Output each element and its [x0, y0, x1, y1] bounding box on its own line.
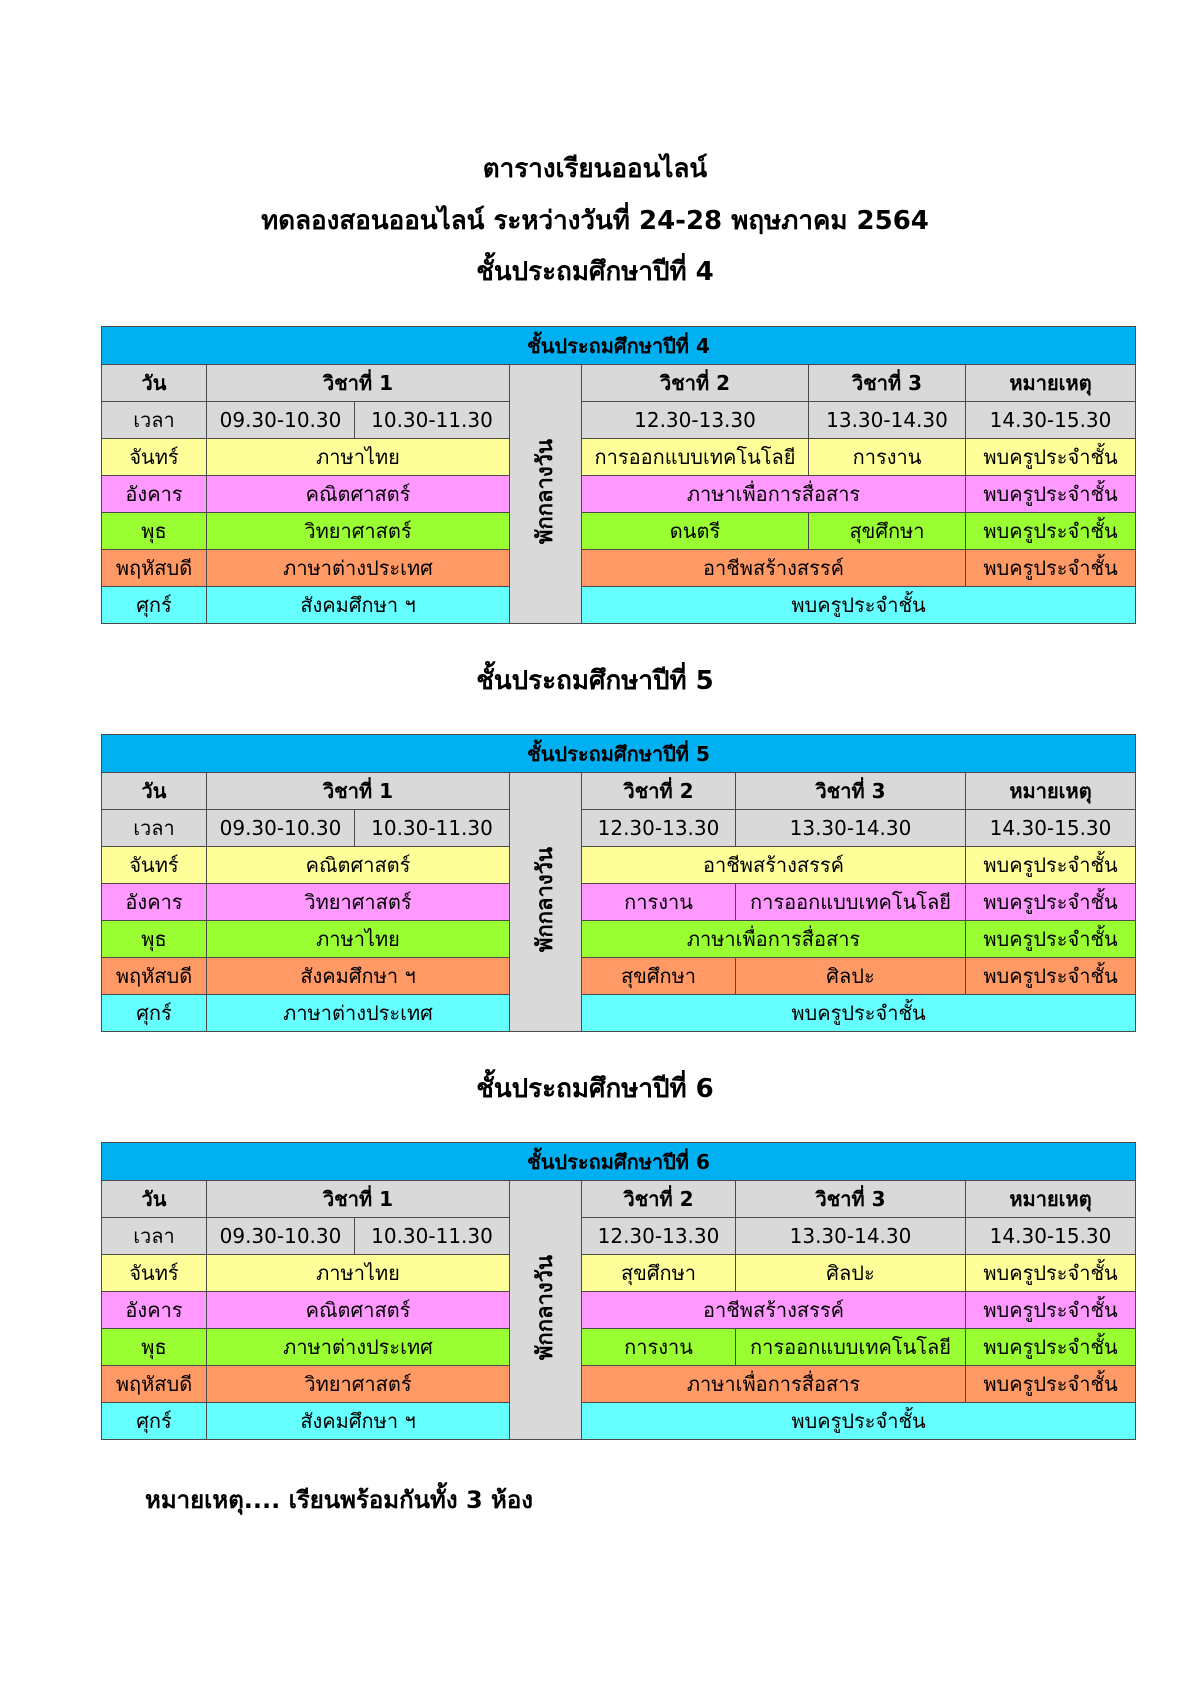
table-row	[102, 995, 1136, 1032]
remark-cell: พบครูประจำชั้น	[966, 958, 1136, 995]
subject-cell: ภาษาเพื่อการสื่อสาร	[582, 476, 966, 513]
header-time: เวลา	[102, 402, 207, 439]
subject-cell: อาชีพสร้างสรรค์	[582, 847, 966, 884]
subject-cell: ดนตรี	[582, 513, 809, 550]
subject-cell: ศิลปะ	[736, 1255, 966, 1292]
day-label: จันทร์	[102, 439, 207, 476]
timetable-grade-5	[101, 734, 1136, 1032]
table-row	[102, 1329, 1136, 1366]
subject-cell: การออกแบบเทคโนโลยี	[736, 884, 966, 921]
subject-cell: คณิตศาสตร์	[207, 476, 510, 513]
time-slot-2: 10.30-11.30	[355, 402, 510, 439]
time-slot-3: 12.30-13.30	[582, 1218, 736, 1255]
lunch-break-label: พักกลางวัน	[533, 1254, 558, 1361]
subject-cell: อาชีพสร้างสรรค์	[582, 1292, 966, 1329]
subject-cell: การออกแบบเทคโนโลยี	[736, 1329, 966, 1366]
table-row	[102, 1292, 1136, 1329]
header-remark: หมายเหตุ	[966, 773, 1136, 810]
subject-cell: ภาษาไทย	[207, 439, 510, 476]
time-slot-4: 13.30-14.30	[736, 1218, 966, 1255]
header-subject-2: วิชาที่ 2	[582, 773, 736, 810]
subject-cell: คณิตศาสตร์	[207, 847, 510, 884]
subject-cell: การงาน	[582, 1329, 736, 1366]
lunch-break-cell	[510, 773, 582, 1032]
table-caption: ชั้นประถมศึกษาปีที่ 6	[102, 1143, 1136, 1181]
remark-cell: พบครูประจำชั้น	[966, 1329, 1136, 1366]
header-day: วัน	[102, 365, 207, 402]
subject-cell: สังคมศึกษา ฯ	[207, 958, 510, 995]
header-subject-1: วิชาที่ 1	[207, 1181, 510, 1218]
table-row	[102, 1255, 1136, 1292]
time-slot-5: 14.30-15.30	[966, 810, 1136, 847]
table-row	[102, 1366, 1136, 1403]
header-remark: หมายเหตุ	[966, 1181, 1136, 1218]
day-label: ศุกร์	[102, 995, 207, 1032]
table-row	[102, 1403, 1136, 1440]
subject-cell: ภาษาต่างประเทศ	[207, 995, 510, 1032]
subject-cell: การออกแบบเทคโนโลยี	[582, 439, 809, 476]
remark-cell: พบครูประจำชั้น	[966, 550, 1136, 587]
time-slot-3: 12.30-13.30	[582, 402, 809, 439]
table-row	[102, 550, 1136, 587]
subject-cell: พบครูประจำชั้น	[582, 1403, 1136, 1440]
page-title: ตารางเรียนออนไลน์	[482, 154, 708, 184]
subject-cell: วิทยาศาสตร์	[207, 1366, 510, 1403]
table-row	[102, 476, 1136, 513]
subject-cell: คณิตศาสตร์	[207, 1292, 510, 1329]
day-label: พฤหัสบดี	[102, 958, 207, 995]
header-subject-2: วิชาที่ 2	[582, 1181, 736, 1218]
lunch-break-cell	[510, 365, 582, 624]
day-label: อังคาร	[102, 476, 207, 513]
header-day: วัน	[102, 1181, 207, 1218]
day-label: ศุกร์	[102, 1403, 207, 1440]
remark-cell: พบครูประจำชั้น	[966, 847, 1136, 884]
header-subject-3: วิชาที่ 3	[736, 773, 966, 810]
table-row	[102, 439, 1136, 476]
subject-cell: พบครูประจำชั้น	[582, 587, 1136, 624]
table-row	[102, 884, 1136, 921]
header-remark: หมายเหตุ	[966, 365, 1136, 402]
timetable-grade-4	[101, 326, 1136, 624]
day-label: อังคาร	[102, 884, 207, 921]
subject-cell: สังคมศึกษา ฯ	[207, 587, 510, 624]
remark-cell: พบครูประจำชั้น	[966, 439, 1136, 476]
remark-cell: พบครูประจำชั้น	[966, 921, 1136, 958]
time-slot-5: 14.30-15.30	[966, 1218, 1136, 1255]
subject-cell: ศิลปะ	[736, 958, 966, 995]
day-label: พุธ	[102, 921, 207, 958]
lunch-break-label: พักกลางวัน	[533, 846, 558, 953]
header-subject-2: วิชาที่ 2	[582, 365, 809, 402]
day-label: อังคาร	[102, 1292, 207, 1329]
subject-cell: การงาน	[809, 439, 966, 476]
time-slot-5: 14.30-15.30	[966, 402, 1136, 439]
header-time: เวลา	[102, 1218, 207, 1255]
remark-cell: พบครูประจำชั้น	[966, 476, 1136, 513]
header-subject-3: วิชาที่ 3	[736, 1181, 966, 1218]
subject-cell: วิทยาศาสตร์	[207, 884, 510, 921]
time-slot-1: 09.30-10.30	[207, 1218, 355, 1255]
remark-cell: พบครูประจำชั้น	[966, 513, 1136, 550]
lunch-break-label: พักกลางวัน	[533, 438, 558, 545]
table-row	[102, 587, 1136, 624]
subject-cell: สังคมศึกษา ฯ	[207, 1403, 510, 1440]
header-subject-1: วิชาที่ 1	[207, 773, 510, 810]
remark-cell: พบครูประจำชั้น	[966, 884, 1136, 921]
section-title-grade-5: ชั้นประถมศึกษาปีที่ 5	[476, 666, 714, 696]
table-caption: ชั้นประถมศึกษาปีที่ 5	[102, 735, 1136, 773]
table-row	[102, 847, 1136, 884]
day-label: พฤหัสบดี	[102, 1366, 207, 1403]
subject-cell: สุขศึกษา	[582, 1255, 736, 1292]
table-row	[102, 513, 1136, 550]
timetable-grade-6	[101, 1142, 1136, 1440]
day-label: พุธ	[102, 1329, 207, 1366]
subject-cell: การงาน	[582, 884, 736, 921]
time-slot-4: 13.30-14.30	[809, 402, 966, 439]
day-label: พุธ	[102, 513, 207, 550]
page-subtitle: ทดลองสอนออนไลน์ ระหว่างวันที่ 24-28 พฤษภาคม 2564	[261, 206, 929, 236]
subject-cell: ภาษาไทย	[207, 1255, 510, 1292]
section-title-grade-6: ชั้นประถมศึกษาปีที่ 6	[476, 1074, 714, 1104]
day-label: จันทร์	[102, 1255, 207, 1292]
table-caption: ชั้นประถมศึกษาปีที่ 4	[102, 327, 1136, 365]
remark-cell: พบครูประจำชั้น	[966, 1366, 1136, 1403]
subject-cell: ภาษาต่างประเทศ	[207, 550, 510, 587]
subject-cell: ภาษาเพื่อการสื่อสาร	[582, 1366, 966, 1403]
remark-cell: พบครูประจำชั้น	[966, 1255, 1136, 1292]
day-label: จันทร์	[102, 847, 207, 884]
subject-cell: วิทยาศาสตร์	[207, 513, 510, 550]
grade-heading: ชั้นประถมศึกษาปีที่ 4	[476, 257, 714, 287]
table-row	[102, 958, 1136, 995]
time-slot-2: 10.30-11.30	[355, 810, 510, 847]
header-day: วัน	[102, 773, 207, 810]
subject-cell: ภาษาเพื่อการสื่อสาร	[582, 921, 966, 958]
time-slot-1: 09.30-10.30	[207, 810, 355, 847]
footer-note: หมายเหตุ.... เรียนพร้อมกันทั้ง 3 ห้อง	[145, 1486, 533, 1514]
table-row	[102, 921, 1136, 958]
time-slot-4: 13.30-14.30	[736, 810, 966, 847]
subject-cell: ภาษาไทย	[207, 921, 510, 958]
time-slot-1: 09.30-10.30	[207, 402, 355, 439]
subject-cell: ภาษาต่างประเทศ	[207, 1329, 510, 1366]
day-label: พฤหัสบดี	[102, 550, 207, 587]
day-label: ศุกร์	[102, 587, 207, 624]
lunch-break-cell	[510, 1181, 582, 1440]
remark-cell: พบครูประจำชั้น	[966, 1292, 1136, 1329]
subject-cell: สุขศึกษา	[809, 513, 966, 550]
subject-cell: อาชีพสร้างสรรค์	[582, 550, 966, 587]
time-slot-2: 10.30-11.30	[355, 1218, 510, 1255]
header-subject-3: วิชาที่ 3	[809, 365, 966, 402]
subject-cell: พบครูประจำชั้น	[582, 995, 1136, 1032]
header-subject-1: วิชาที่ 1	[207, 365, 510, 402]
time-slot-3: 12.30-13.30	[582, 810, 736, 847]
header-time: เวลา	[102, 810, 207, 847]
subject-cell: สุขศึกษา	[582, 958, 736, 995]
